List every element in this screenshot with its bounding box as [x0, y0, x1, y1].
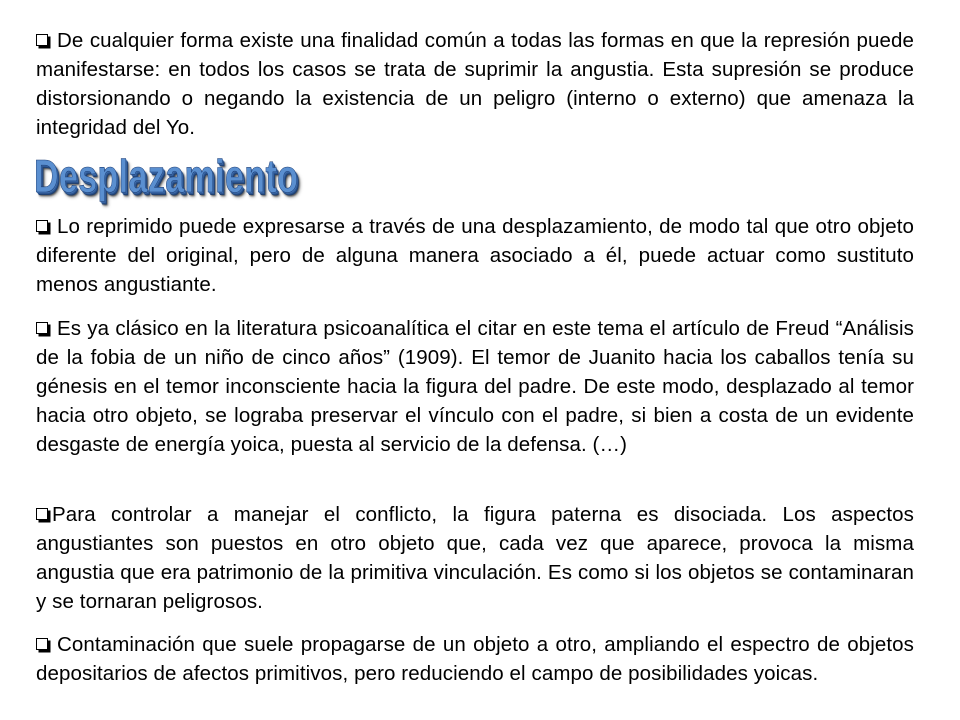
- paragraph-text: Para controlar a manejar el conflicto, la figura paterna es disociada. Los aspectos angustiantes son puestos en otro objeto que, cada vez que aparece, provoca la misma angustia que era patrimonio de la primitiva vinculación. Es como si los objetos se contaminaran y se tornaran peligrosos.: [36, 503, 914, 613]
- section-heading: Desplazamiento: [34, 150, 299, 202]
- hollow-square-bullet-icon: [36, 322, 48, 334]
- paragraph-displacement-definition: [36, 212, 914, 299]
- paragraph-repression-purpose: [36, 26, 914, 142]
- hollow-square-bullet-icon: [36, 34, 48, 46]
- paragraph-conflict-control: [36, 500, 914, 616]
- paragraph-freud-example: [36, 314, 914, 459]
- hollow-square-bullet-icon: [36, 508, 48, 520]
- hollow-square-bullet-icon: [36, 638, 48, 650]
- paragraph-text: Lo reprimido puede expresarse a través de una desplazamiento, de modo tal que otro objeto diferente del original, pero de alguna manera asociado a él, puede actuar como sustituto menos angustiante.: [36, 215, 914, 296]
- hollow-square-bullet-icon: [36, 220, 48, 232]
- paragraph-text: Contaminación que suele propagarse de un objeto a otro, ampliando el espectro de objetos depositarios de afectos primitivos, pero reduciendo el campo de posibilidades yoicas.: [36, 633, 914, 685]
- paragraph-text: Es ya clásico en la literatura psicoanalítica el citar en este tema el artículo de Freud “Análisis de la fobia de un niño de cinco años” (1909). El temor de Juanito hacia los caballos tenía su génesis en el temor inconsciente hacia la figura del padre. De este modo, desplazado al temor hacia otro objeto, se lograba preservar el vínculo con el padre, si bien a costa de un evidente desgaste de energía yoica, puesta al servicio de la defensa. (…): [36, 317, 914, 456]
- paragraph-text: De cualquier forma existe una finalidad común a todas las formas en que la represión puede manifestarse: en todos los casos se trata de suprimir la angustia. Esta supresión se produce distorsionando o negando la existencia de un peligro (interno o externo) que amenaza la integridad del Yo.: [36, 29, 914, 139]
- paragraph-contamination: [36, 630, 914, 688]
